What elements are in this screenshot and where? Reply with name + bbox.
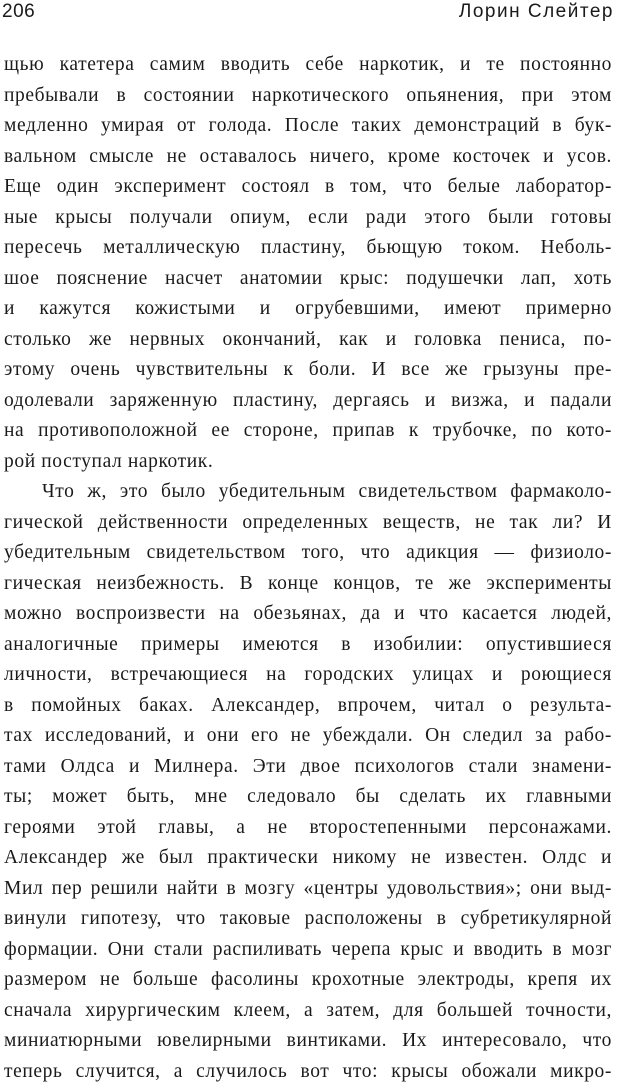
- text-line: миниатюрными ювелирными винтиками. Их интересовало, что: [4, 1026, 612, 1057]
- text-line: личности, встречающиеся на городских улицах и роющиеся: [4, 660, 612, 691]
- text-line: шое пояснение насчет анатомии крыс: подушечки лап, хоть: [4, 264, 612, 295]
- text-line: и кажутся кожистыми и огрубевшими, имеют примерно: [4, 294, 612, 325]
- text-line: Еще один эксперимент состоял в том, что белые лаборатор-: [4, 172, 612, 203]
- text-line: героями этой главы, а не второстепенными персонажами.: [4, 813, 612, 844]
- text-line: ные крысы получали опиум, если ради этого были готовы: [4, 203, 612, 234]
- text-line: этому очень чувствительны к боли. И все же грызуны пре-: [4, 355, 612, 386]
- text-line: гической действенности определенных веществ, не так ли? И: [4, 508, 612, 539]
- text-line: формации. Они стали распиливать черепа крыс и вводить в мозг: [4, 935, 612, 966]
- text-line: сначала хирургическим клеем, а затем, для большей точности,: [4, 996, 612, 1027]
- text-line: Что ж, это было убедительным свидетельством фармаколо-: [4, 477, 612, 508]
- text-line: на противоположной ее стороне, припав к трубочке, по кото-: [4, 416, 612, 447]
- text-line: пребывали в состоянии наркотического опьянения, при этом: [4, 81, 612, 112]
- running-head-author: Лорин Слейтер: [459, 0, 614, 24]
- text-line: вальном смысле не оставалось ничего, кроме косточек и усов.: [4, 142, 612, 173]
- body-text: [4, 50, 612, 1087]
- text-line: гическая неизбежность. В конце концов, те же эксперименты: [4, 569, 612, 600]
- text-line: аналогичные примеры имеются в изобилии: опустившиеся: [4, 630, 612, 661]
- text-line: Александер же был практически никому не известен. Олдс и: [4, 843, 612, 874]
- text-line: одолевали заряженную пластину, дергаясь и визжа, и падали: [4, 386, 612, 417]
- text-line: винули гипотезу, что таковые расположены в субретикулярной: [4, 904, 612, 935]
- page-header: [0, 0, 620, 30]
- text-line: рой поступал наркотик.: [4, 447, 612, 478]
- text-line: размером не больше фасолины крохотные электроды, крепя их: [4, 965, 612, 996]
- text-line: Мил пер решили найти в мозгу «центры удовольствия»; они выд-: [4, 874, 612, 905]
- paragraph-1: [4, 50, 612, 477]
- text-line: теперь случится, а случилось вот что: крысы обожали микро-: [4, 1057, 612, 1087]
- text-line: тами Олдса и Милнера. Эти двое психологов стали знамени-: [4, 752, 612, 783]
- text-line: столько же нервных окончаний, как и головка пениса, по-: [4, 325, 612, 356]
- text-line: ты; может быть, мне следовало бы сделать их главными: [4, 782, 612, 813]
- paragraph-2: [4, 477, 612, 1087]
- text-line: пересечь металлическую пластину, бьющую током. Неболь-: [4, 233, 612, 264]
- text-line: убедительным свидетельством того, что адикция — физиоло-: [4, 538, 612, 569]
- page-number: 206: [2, 0, 35, 24]
- text-line: можно воспроизвести на обезьянах, да и что касается людей,: [4, 599, 612, 630]
- text-line: в помойных баках. Александер, впрочем, читал о результа-: [4, 691, 612, 722]
- text-line: медленно умирая от голода. После таких демонстраций в бук-: [4, 111, 612, 142]
- text-line: щью катетера самим вводить себе наркотик, и те постоянно: [4, 50, 612, 81]
- text-line: тах исследований, и они его не убеждали. Он следил за рабо-: [4, 721, 612, 752]
